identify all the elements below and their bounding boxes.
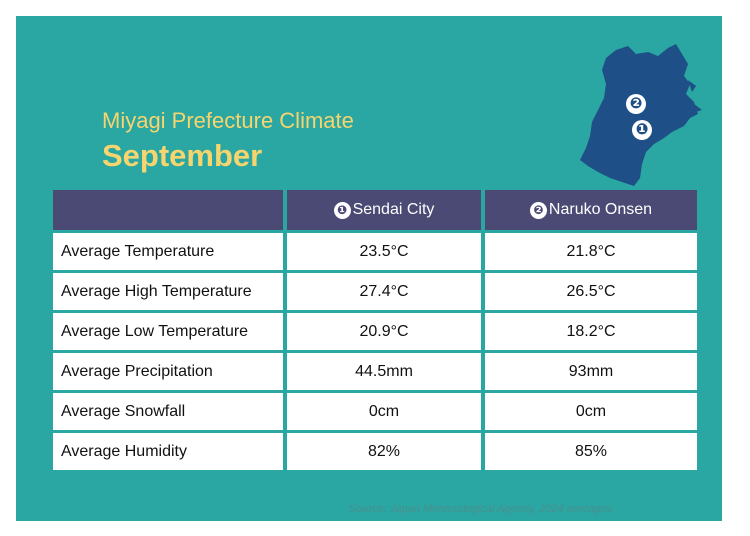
sendai-value: 0cm	[287, 393, 481, 430]
header-naruko	[485, 190, 697, 230]
table-row	[53, 273, 697, 310]
naruko-number-icon: ❷	[530, 202, 547, 219]
table-row	[53, 433, 697, 470]
sendai-value: 27.4°C	[287, 273, 481, 310]
row-label: Average Temperature	[53, 233, 283, 270]
naruko-value: 26.5°C	[485, 273, 697, 310]
row-label: Average Humidity	[53, 433, 283, 470]
table-row	[53, 313, 697, 350]
row-label: Average Low Temperature	[53, 313, 283, 350]
naruko-value: 85%	[485, 433, 697, 470]
card-subtitle: Miyagi Prefecture Climate	[102, 108, 354, 133]
source-note: Source: Japan Meteorological Agency, 2024 averages	[349, 503, 612, 515]
header-empty-cell	[53, 190, 283, 230]
table-header	[53, 190, 697, 230]
sendai-value: 20.9°C	[287, 313, 481, 350]
table-row	[53, 353, 697, 390]
naruko-value: 18.2°C	[485, 313, 697, 350]
map-marker-naruko: ❷	[626, 94, 646, 114]
row-label: Average High Temperature	[53, 273, 283, 310]
miyagi-map-icon	[576, 40, 706, 190]
header-naruko-label: Naruko Onsen	[548, 201, 653, 218]
table-row	[53, 393, 697, 430]
sendai-value: 44.5mm	[287, 353, 481, 390]
table-row	[53, 233, 697, 270]
row-label: Average Snowfall	[53, 393, 283, 430]
miyagi-map-shape	[576, 40, 706, 190]
naruko-value: 93mm	[485, 353, 697, 390]
header-sendai	[287, 190, 481, 230]
card-title: September	[102, 138, 263, 173]
header-sendai-label: Sendai City	[352, 201, 435, 218]
sendai-value: 82%	[287, 433, 481, 470]
sendai-number-icon: ❶	[334, 202, 351, 219]
naruko-value: 0cm	[485, 393, 697, 430]
row-label: Average Precipitation	[53, 353, 283, 390]
sendai-value: 23.5°C	[287, 233, 481, 270]
naruko-value: 21.8°C	[485, 233, 697, 270]
map-marker-sendai: ❶	[632, 120, 652, 140]
climate-table	[53, 190, 697, 473]
